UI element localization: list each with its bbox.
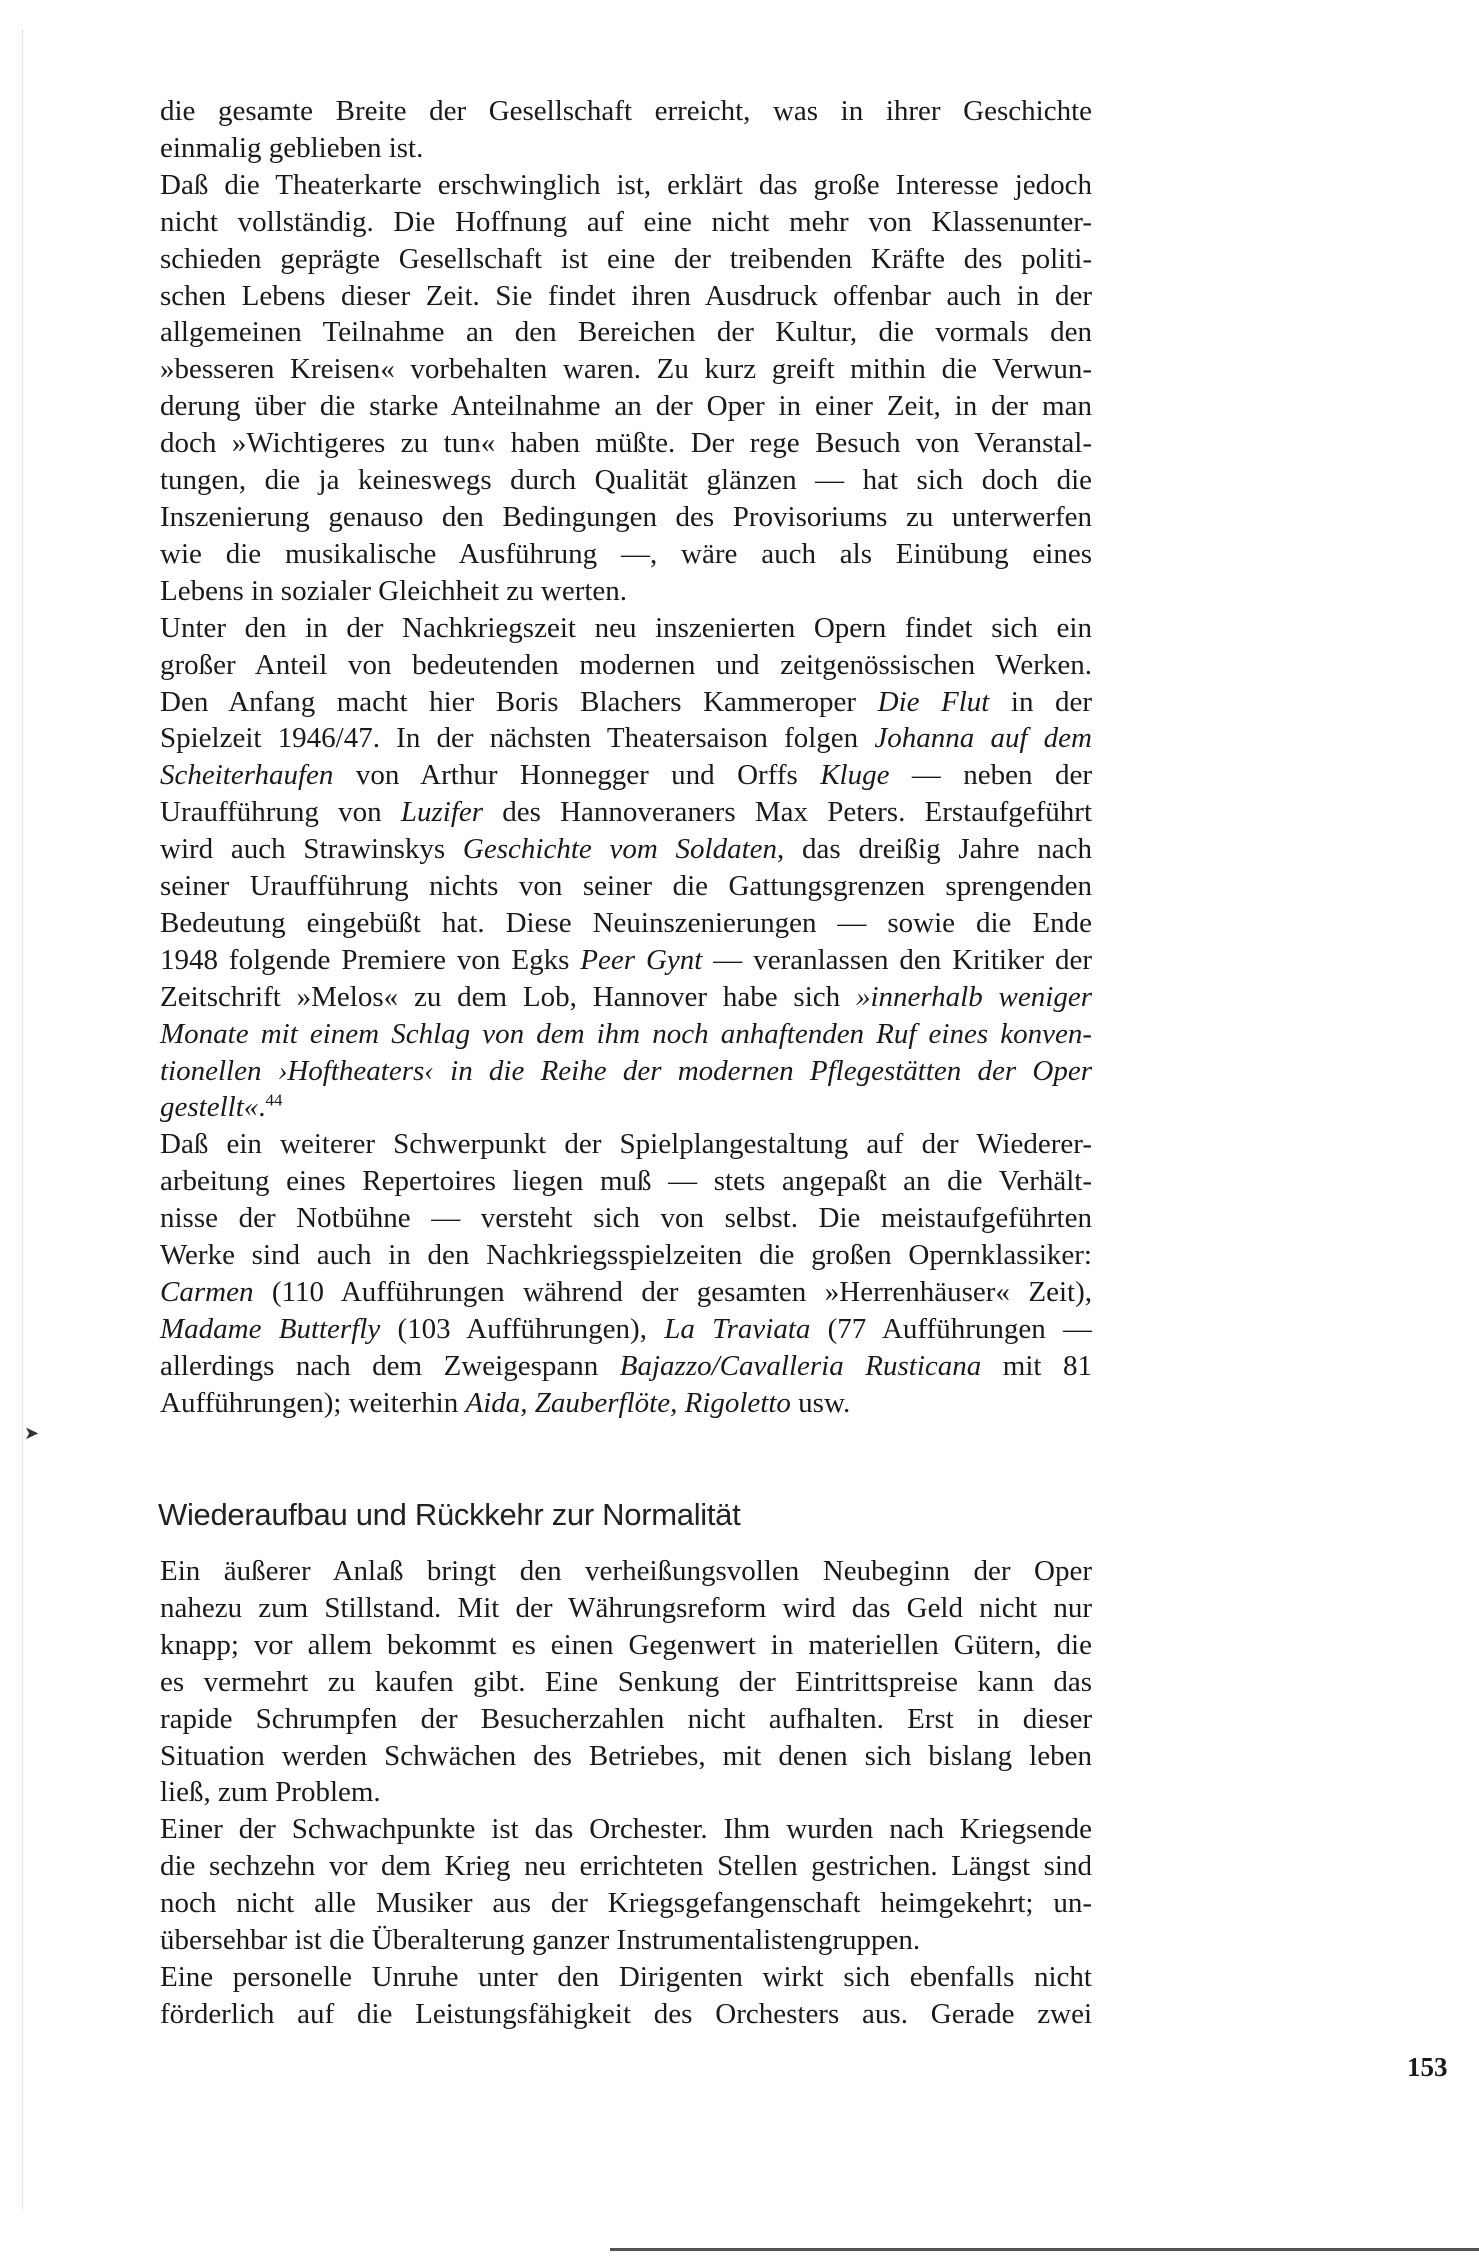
text-line: arbeitung eines Repertoires liegen muß — stets angepaßt an die Verhält- <box>160 1165 1092 1198</box>
text-line: tungen, die ja keineswegs durch Qualität glänzen — hat sich doch die <box>160 464 1092 497</box>
text-line: Daß ein weiterer Schwerpunkt der Spielplangestaltung auf der Wiederer- <box>160 1128 1092 1161</box>
main-text-block <box>160 93 1092 1422</box>
text-line: Eine personelle Unruhe unter den Dirigenten wirkt sich ebenfalls nicht <box>160 1960 1092 1993</box>
text-line: großer Anteil von bedeutenden modernen und zeitgenössischen Werken. <box>160 648 1092 681</box>
text-line: Situation werden Schwächen des Betriebes, mit denen sich bislang leben <box>160 1739 1092 1772</box>
text-line: nahezu zum Stillstand. Mit der Währungsreform wird das Geld nicht nur <box>160 1591 1092 1624</box>
opera-title: Die Flut <box>877 685 990 718</box>
text-line: noch nicht alle Musiker aus der Kriegsgefangenschaft heimgekehrt; un- <box>160 1887 1092 1920</box>
text-line: Werke sind auch in den Nachkriegsspielzeiten die großen Opernklassiker: <box>160 1239 1092 1272</box>
text-line: wie die musikalische Ausführung —, wäre auch als Einübung eines <box>160 537 1092 570</box>
text-line: doch »Wichtigeres zu tun« haben müßte. Der rege Besuch von Veranstal- <box>160 427 1092 460</box>
text-line: Madame Butterfly (103 Aufführungen), La Traviata (77 Aufführungen — <box>160 1312 1092 1345</box>
section-heading: Wiederaufbau und Rückkehr zur Normalität <box>158 1497 741 1532</box>
opera-title: La Traviata <box>664 1312 811 1345</box>
opera-title: Luzifer <box>400 796 484 829</box>
text-line: übersehbar ist die Überalterung ganzer Instrumentalistengruppen. <box>160 1924 921 1957</box>
text-line: Uraufführung von Luzifer des Hannoveraners Max Peters. Erstaufgeführt <box>160 796 1093 829</box>
text-line: Unter den in der Nachkriegszeit neu inszenierten Opern findet sich ein <box>160 611 1092 644</box>
scan-mark: ➤ <box>24 1423 40 1444</box>
text-line: allgemeinen Teilnahme an den Bereichen der Kultur, die vormals den <box>160 316 1092 349</box>
text-line <box>160 1016 1092 1053</box>
opera-title: Aida, Zauberflöte, Rigoletto <box>465 1386 791 1419</box>
opera-title: Peer Gynt <box>580 943 703 976</box>
text-line: gestellt«.$^{44}$ <box>160 1090 283 1124</box>
text-line: Lebens in sozialer Gleichheit zu werten. <box>160 574 628 607</box>
text-line: Ein äußerer Anlaß bringt den verheißungsvollen Neubeginn der Oper <box>160 1555 1092 1587</box>
text-line: es vermehrt zu kaufen gibt. Eine Senkung der Eintrittspreise kann das <box>160 1665 1092 1698</box>
quotation: »innerhalb weniger <box>855 980 1092 1013</box>
text-line: förderlich auf die Leistungsfähigkeit des Orchesters aus. Gerade zwei <box>160 1997 1092 2030</box>
opera-title: Johanna auf dem <box>874 722 1093 755</box>
text-line: die sechzehn vor dem Krieg neu errichteten Stellen gestrichen. Längst sind <box>160 1850 1092 1883</box>
text-line: rapide Schrumpfen der Besucherzahlen nicht aufhalten. Erst in dieser <box>160 1702 1092 1735</box>
text-line: schieden geprägte Gesellschaft ist eine der treibenden Kräfte des politi- <box>160 242 1092 275</box>
page-edge <box>22 30 23 2210</box>
text-line: Daß die Theaterkarte erschwinglich ist, erklärt das große Interesse jedoch <box>160 168 1092 201</box>
page-number: 153 <box>1407 2052 1448 2082</box>
text-line: allerdings nach dem Zweigespann Bajazzo/Cavalleria Rusticana mit 81 <box>160 1349 1092 1382</box>
text-line: schen Lebens dieser Zeit. Sie findet ihren Ausdruck offenbar auch in der <box>160 279 1092 312</box>
text-line: knapp; vor allem bekommt es einen Gegenwert in materiellen Gütern, die <box>160 1628 1092 1661</box>
text-line: wird auch Strawinskys Geschichte vom Soldaten, das dreißig Jahre nach <box>160 833 1092 866</box>
text-line: derung über die starke Anteilnahme an der Oper in einer Zeit, in der man <box>160 390 1092 423</box>
text-line: die gesamte Breite der Gesellschaft erreicht, was in ihrer Geschichte <box>160 95 1092 127</box>
text-line: Einer der Schwachpunkte ist das Orchester. Ihm wurden nach Kriegsende <box>160 1813 1092 1846</box>
text-line: ließ, zum Problem. <box>160 1776 381 1809</box>
text-line <box>160 1053 1092 1090</box>
text-line: Carmen (110 Aufführungen während der gesamten »Herrenhäuser« Zeit), <box>160 1276 1092 1308</box>
text-line: einmalig geblieben ist. <box>160 131 424 164</box>
text-line: Scheiterhaufen von Arthur Honnegger und Orffs Kluge — neben der <box>160 759 1093 792</box>
text-line: »besseren Kreisen« vorbehalten waren. Zu kurz greift mithin die Verwun- <box>160 353 1092 386</box>
text-line: Bedeutung eingebüßt hat. Diese Neuinszenierungen — sowie die Ende <box>160 906 1092 939</box>
opera-title: Scheiterhaufen <box>160 759 334 792</box>
scan-line <box>610 2248 1479 2251</box>
text-line: Inszenierung genauso den Bedingungen des Provisoriums zu unterwerfen <box>160 500 1092 533</box>
footnote-ref: 44 <box>265 1090 283 1110</box>
opera-title: Carmen <box>160 1276 254 1308</box>
text-line: Den Anfang macht hier Boris Blachers Kammeroper Die Flut in der <box>160 685 1093 718</box>
quotation: gestellt« <box>160 1091 259 1124</box>
opera-title: Kluge <box>820 759 890 792</box>
text-line: nicht vollständig. Die Hoffnung auf eine nicht mehr von Klassenunter- <box>160 205 1092 238</box>
opera-title: Bajazzo/Cavalleria Rusticana <box>619 1349 982 1382</box>
text-line: seiner Uraufführung nichts von seiner die Gattungsgrenzen sprengenden <box>160 870 1092 903</box>
opera-title: Madame Butterfly <box>160 1312 381 1345</box>
text-line: Spielzeit 1946/47. In der nächsten Theatersaison folgen Johanna auf dem <box>160 722 1093 755</box>
quotation: tionellen ›Hoftheaters‹ in die Reihe der modernen Pflegestätten der Oper <box>160 1054 1092 1087</box>
section-text-block <box>160 1553 1092 2033</box>
text-line: 1948 folgende Premiere von Egks Peer Gynt — veranlassen den Kritiker der <box>160 943 1092 976</box>
text-line: Zeitschrift »Melos« zu dem Lob, Hannover habe sich »innerhalb weniger <box>160 980 1092 1013</box>
quotation: Monate mit einem Schlag von dem ihm noch anhaftenden Ruf eines konven- <box>160 1017 1092 1050</box>
text-line: nisse der Notbühne — versteht sich von selbst. Die meistaufgeführten <box>160 1202 1092 1235</box>
opera-title: Geschichte vom Soldaten <box>462 833 778 866</box>
text-line: Aufführungen); weiterhin Aida, Zauberflöte, Rigoletto usw. <box>160 1386 851 1419</box>
